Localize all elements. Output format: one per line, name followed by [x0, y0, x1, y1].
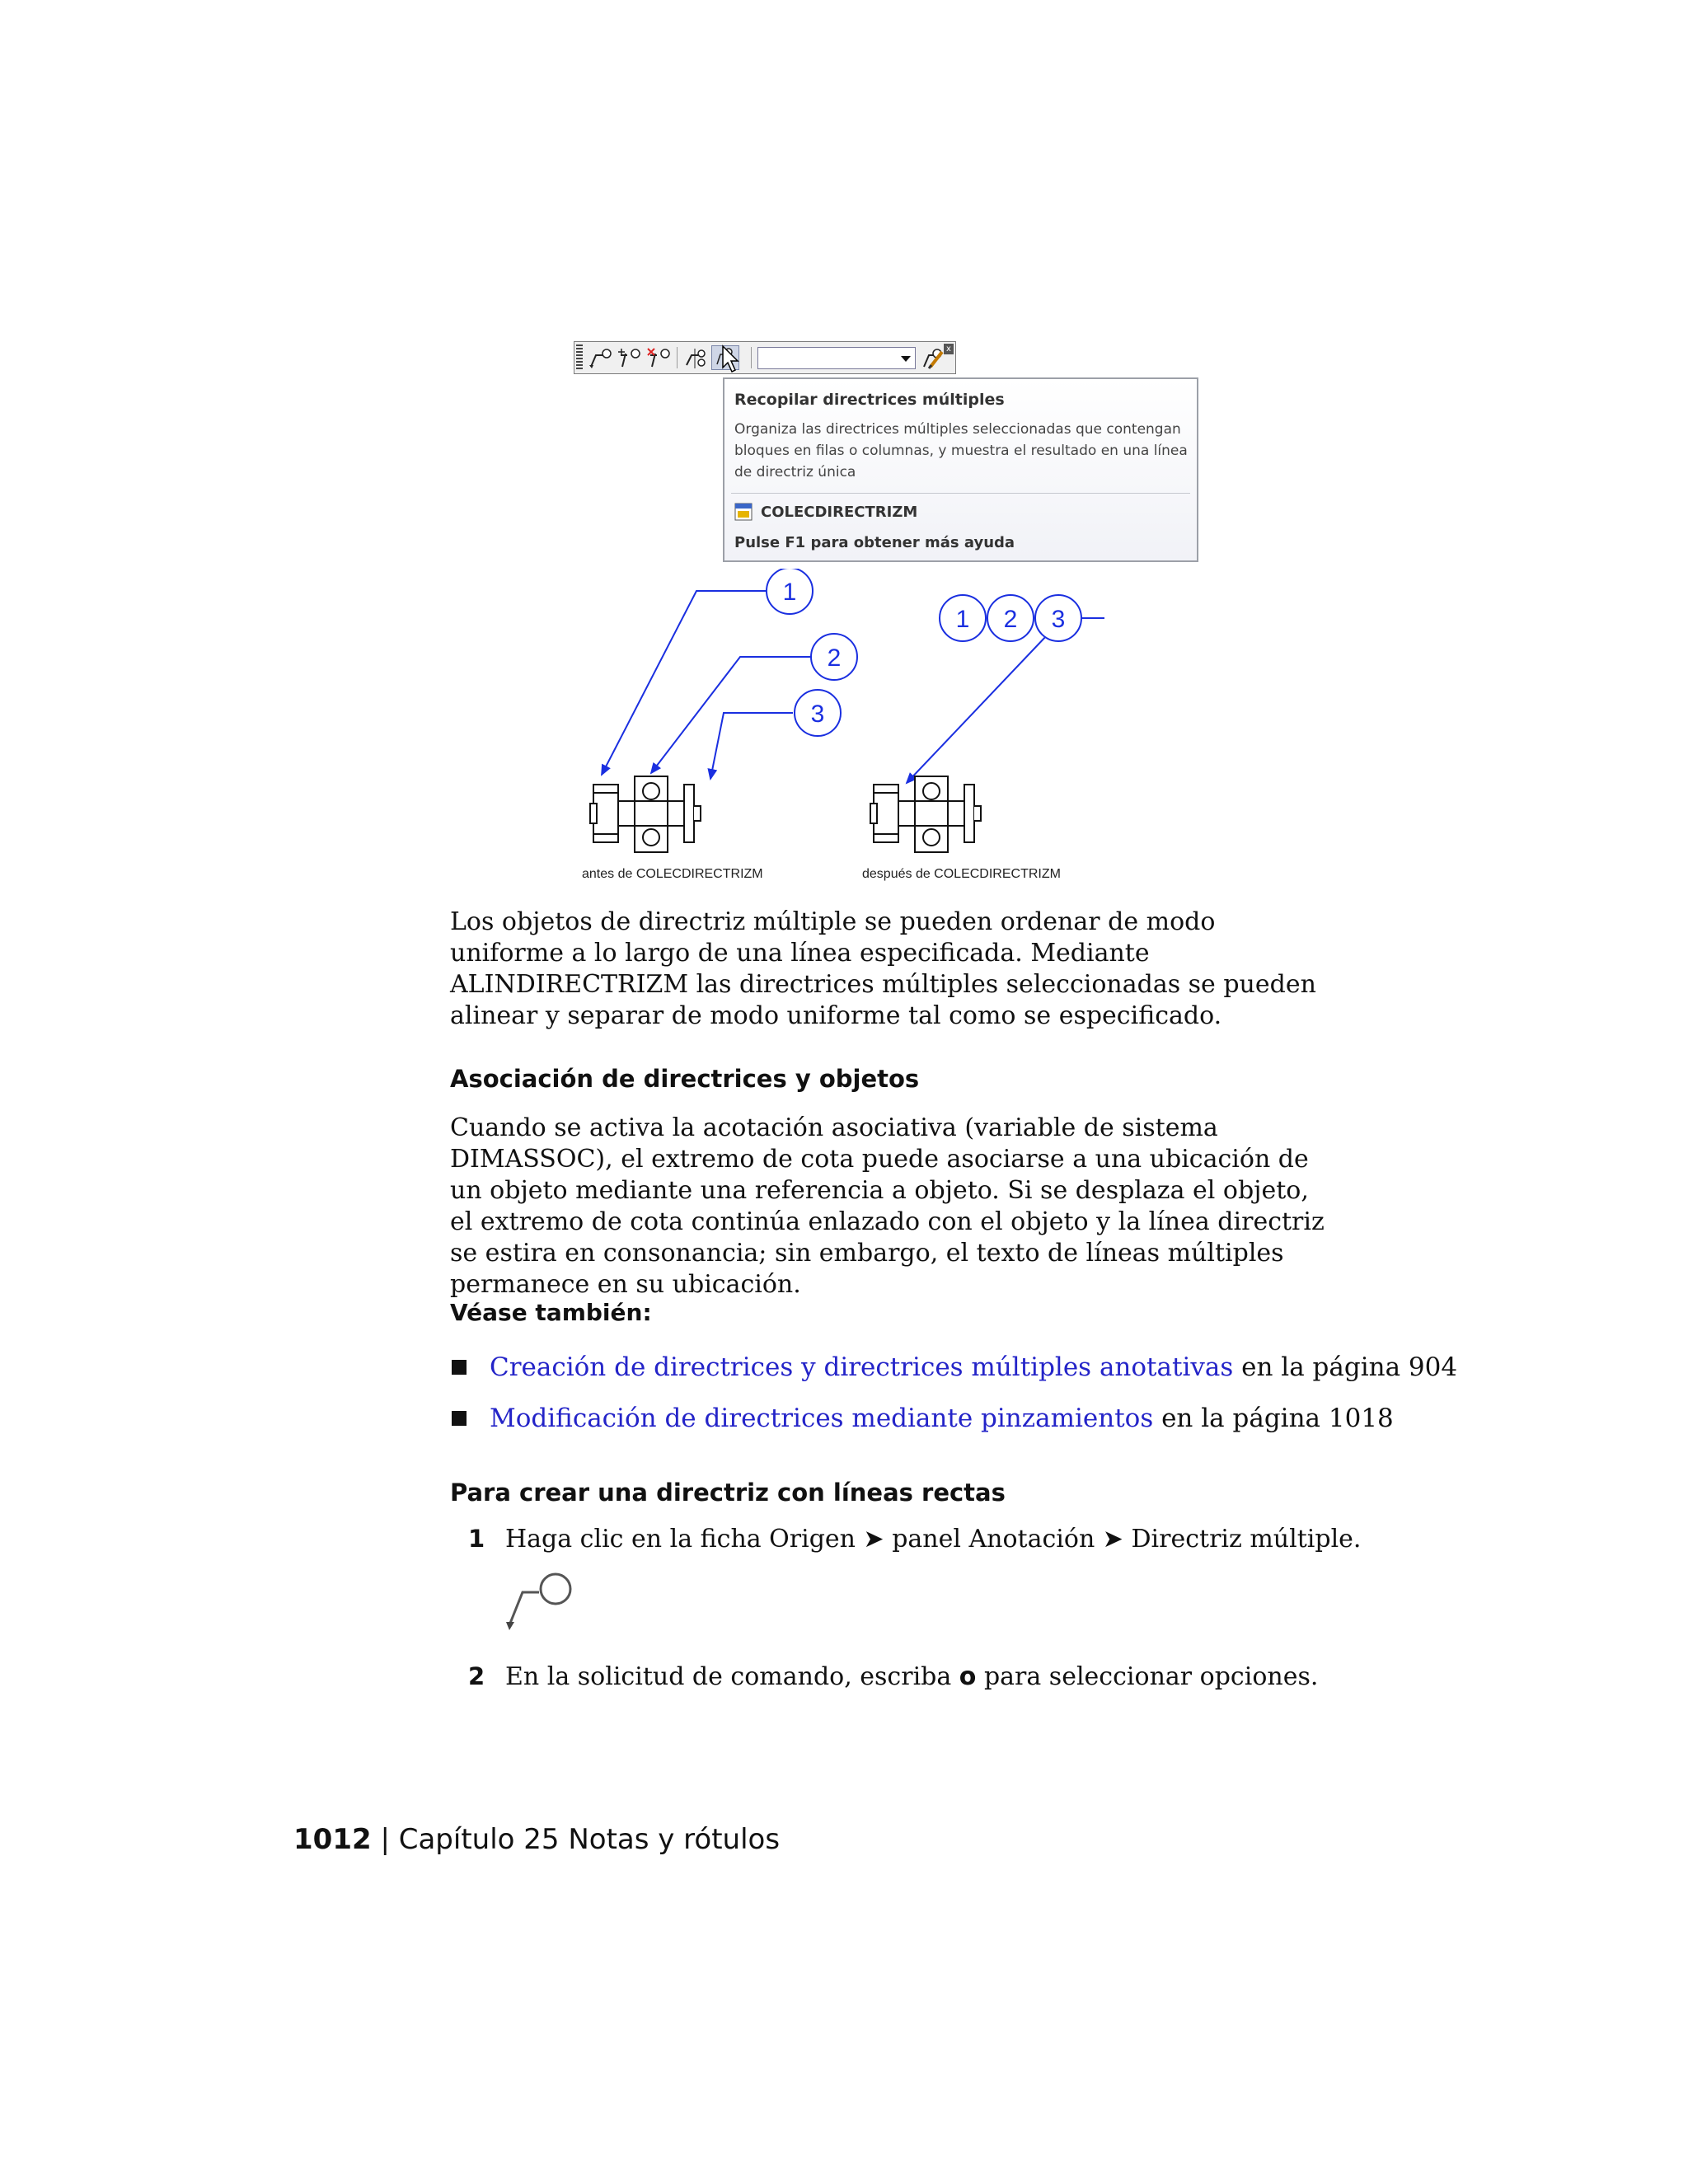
tooltip-divider [731, 493, 1190, 494]
tooltip-title: Recopilar directrices múltiples [734, 391, 1005, 409]
callout-circle [940, 595, 986, 641]
mouse-pointer-icon [721, 344, 743, 374]
shaft-assembly-after [870, 776, 981, 852]
page-number: 1012 [293, 1823, 372, 1856]
link-modifying-leaders[interactable]: Modificación de directrices mediante pinzamientos [490, 1404, 1154, 1433]
paragraph-association: Cuando se activa la acotación asociativa (variable de sistema DIMASSOC), el extremo de cota puede asociarse a una ubicación de un objeto mediante una referencia a objeto. Si se desplaza el objeto, el extremo de cota continúa enlazado con el objeto y la línea directriz se estira en consonancia; sin embargo, el texto de líneas múltiples permanece en su ubicación. [450, 1113, 1325, 1299]
link-page-ref: en la página 1018 [1153, 1404, 1394, 1433]
callout-circle [767, 569, 813, 614]
tooltip-command: COLECDIRECTRIZM [761, 504, 918, 521]
chapter-title: Capítulo 25 Notas y rótulos [398, 1823, 781, 1856]
align-leaders-icon[interactable] [682, 345, 710, 370]
step-text: En la solicitud de comando, escriba o para seleccionar opciones. [505, 1662, 1319, 1691]
procedure-heading: Para crear una directriz con líneas rectas [450, 1479, 1006, 1507]
multileader-toolbar [574, 341, 956, 374]
remove-leader-icon[interactable] [645, 345, 673, 370]
close-icon[interactable]: x [944, 344, 954, 354]
add-leader-icon[interactable] [616, 345, 644, 370]
multileader-style-select[interactable] [757, 347, 916, 369]
svg-text:3: 3 [1051, 606, 1066, 633]
command-line-icon [734, 503, 753, 521]
svg-text:2: 2 [827, 644, 842, 672]
toolbar-separator [677, 347, 678, 368]
footer-separator: | [371, 1823, 399, 1856]
collect-multileader-diagram [569, 569, 1104, 890]
bullet-square-icon [452, 1360, 467, 1375]
callout-circle [987, 595, 1034, 641]
multileader-style-icon[interactable] [919, 345, 947, 370]
callout-circle [811, 634, 857, 680]
option-key: o [959, 1662, 977, 1691]
step-number: 2 [468, 1662, 485, 1690]
tooltip [723, 377, 1198, 562]
toolbar-grip[interactable] [576, 344, 583, 371]
chevron-down-icon [901, 356, 911, 362]
link-page-ref: en la página 904 [1233, 1352, 1458, 1382]
paragraph-intro: Los objetos de directriz múltiple se pueden ordenar de modo uniforme a lo largo de una línea especificada. Mediante ALINDIRECTRIZM las directrices múltiples seleccionadas se pueden alinear y separar de modo uniforme tal como se especificado. [450, 907, 1316, 1030]
tooltip-help: Pulse F1 para obtener más ayuda [734, 534, 1015, 551]
step-text: Haga clic en la ficha Origen ➤ panel Anotación ➤ Directriz múltiple. [505, 1525, 1362, 1554]
leader-3 [710, 713, 793, 779]
caption-before: antes de COLECDIRECTRIZM [582, 867, 763, 881]
link-creating-leaders[interactable]: Creación de directrices y directrices múltiples anotativas [490, 1352, 1234, 1382]
page-footer [293, 1823, 780, 1856]
section-heading-association: Asociación de directrices y objetos [450, 1065, 920, 1093]
svg-text:2: 2 [1003, 606, 1018, 633]
multileader-icon [504, 1571, 580, 1632]
see-also-heading: Véase también: [450, 1299, 652, 1326]
leader-1 [602, 591, 767, 775]
shaft-assembly-before [590, 776, 701, 852]
svg-text:1: 1 [782, 579, 797, 606]
svg-text:3: 3 [810, 701, 825, 728]
callout-circle [795, 690, 841, 736]
diagram-drawing [569, 569, 1104, 890]
leader-collected [907, 618, 1104, 783]
toolbar-separator [751, 347, 752, 368]
step-number: 1 [468, 1525, 485, 1553]
caption-after: después de COLECDIRECTRIZM [862, 867, 1061, 881]
multileader-icon[interactable] [586, 345, 614, 370]
tooltip-description: Organiza las directrices múltiples seleccionadas que contengan bloques en filas o columnas, y muestra el resultado en una línea de directriz única [734, 421, 1188, 480]
bullet-square-icon [452, 1411, 467, 1426]
callout-circle [1035, 595, 1081, 641]
svg-text:1: 1 [955, 606, 970, 633]
